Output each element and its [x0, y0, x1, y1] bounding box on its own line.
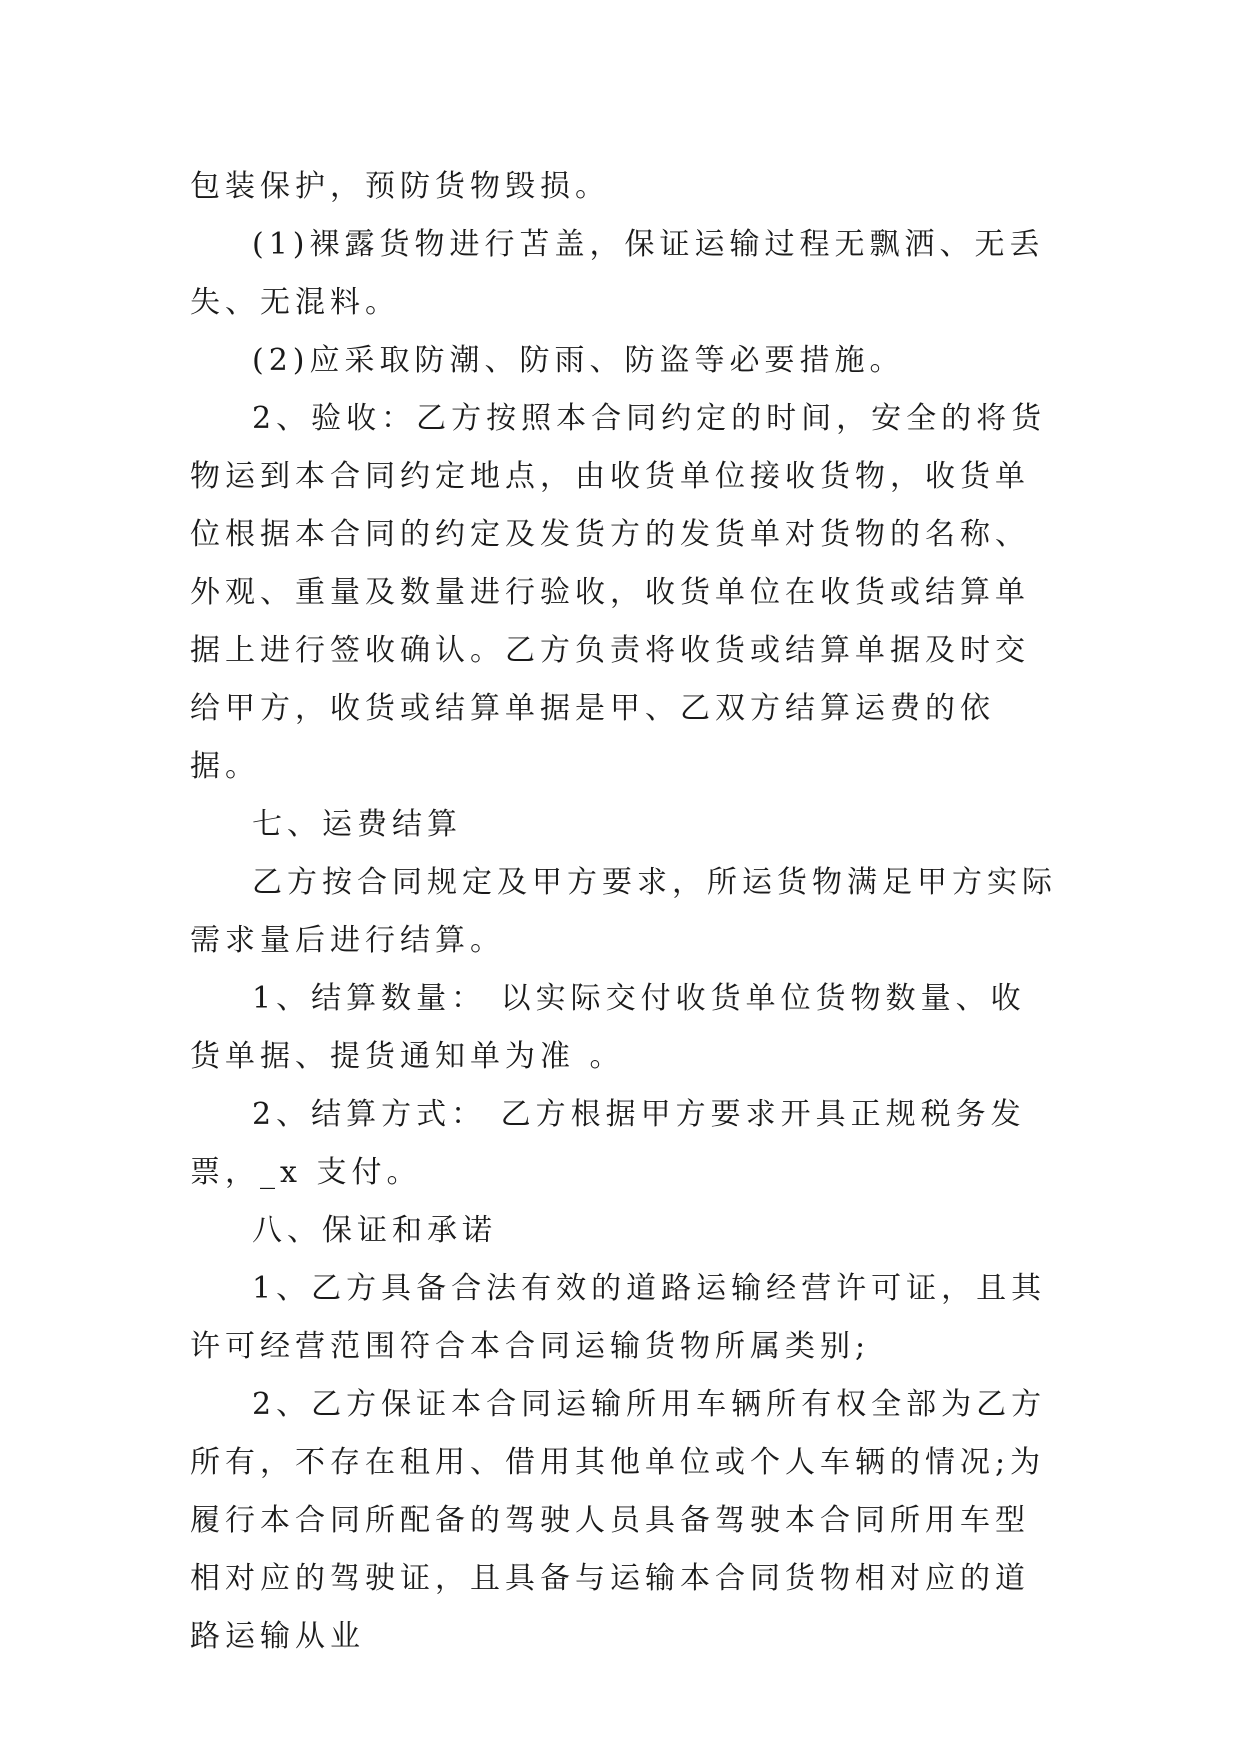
section-heading-8: 八、保证和承诺 — [252, 1213, 497, 1248]
paragraph-6: 1、结算数量： 以实际交付收货单位货物数量、收货单据、提货通知单为准 。 — [190, 981, 1026, 1074]
paragraph-5: 乙方按合同规定及甲方要求，所运货物满足甲方实际需求量后进行结算。 — [190, 865, 1057, 958]
paragraph-9: 1、乙方具备合法有效的道路运输经营许可证，且其许可经营范围符合本合同运输货物所属类别; — [190, 1271, 1047, 1364]
paragraph-1: (1)裸露货物进行苫盖，保证运输过程无飘洒、无丢失、无混料。 — [190, 227, 1045, 320]
paragraph-0: 包装保护，预防货物毁损。 — [190, 169, 610, 204]
paragraph-7: 2、结算方式： 乙方根据甲方要求开具正规税务发票，_x 支付。 — [190, 1097, 1026, 1190]
section-heading-7: 七、运费结算 — [252, 807, 462, 842]
document-body — [190, 158, 1060, 1666]
paragraph-2: (2)应采取防潮、防雨、防盗等必要措施。 — [252, 343, 905, 378]
paragraph-10: 2、乙方保证本合同运输所用车辆所有权全部为乙方所有，不存在租用、借用其他单位或个人车辆的情况;为履行本合同所配备的驾驶人员具备驾驶本合同所用车型相对应的驾驶证，且具备与运输本合同货物相对应的道路运输从业 — [190, 1387, 1047, 1654]
paragraph-3: 2、验收：乙方按照本合同约定的时间，安全的将货物运到本合同约定地点，由收货单位接收货物，收货单位根据本合同的约定及发货方的发货单对货物的名称、外观、重量及数量进行验收，收货单位在收货或结算单据上进行签收确认。乙方负责将收货或结算单据及时交给甲方，收货或结算单据是甲、乙双方结算运费的依据。 — [190, 401, 1047, 784]
